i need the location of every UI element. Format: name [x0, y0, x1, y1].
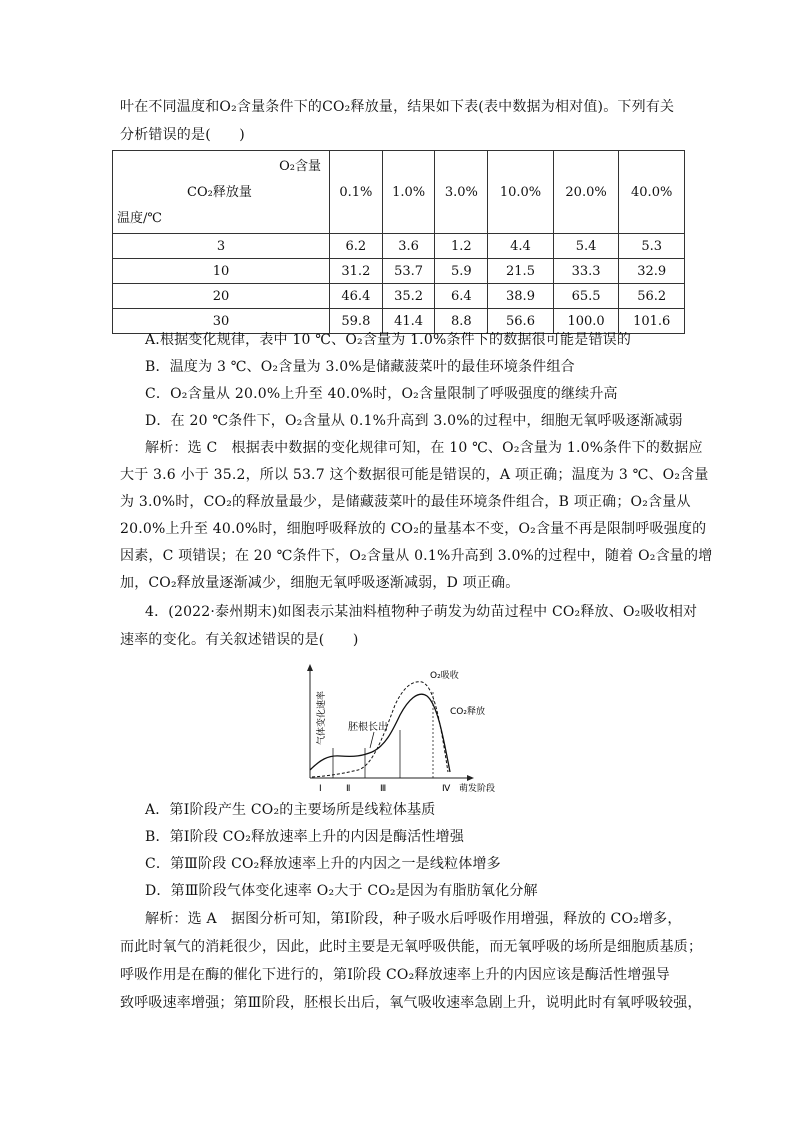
q4-analysis-line: 而此时氧气的消耗很少，因此，此时主要是无氧呼吸供能，而无氧呼吸的场所是细胞质基质； — [120, 939, 703, 955]
cell: 3.6 — [382, 234, 435, 259]
q3-analysis-line: 为 3.0%时，CO₂的释放量最少，是储藏菠菜叶的最佳环境条件组合，B 项正确；O₂含量从 — [120, 494, 691, 510]
cell: 31.2 — [330, 259, 383, 284]
stage-label: Ⅳ — [442, 784, 451, 794]
germination-figure — [300, 660, 510, 795]
stage-label: Ⅲ — [380, 784, 387, 794]
q3-option-a: A.根据变化规律，表中 10 ℃、O₂含量为 1.0%条件下的数据很可能是错误的 — [145, 332, 632, 348]
q3-analysis-line: 加，CO₂释放量逐渐减少，细胞无氧呼吸逐渐减弱，D 项正确。 — [120, 575, 520, 591]
row-temp: 20 — [113, 284, 330, 309]
table-row — [113, 284, 685, 309]
o2-label: O₂吸收 — [430, 671, 459, 681]
q3-option-c: C．O₂含量从 20.0%上升至 40.0%时，O₂含量限制了呼吸强度的继续升高 — [145, 386, 618, 402]
annotation-text: 胚根长出 — [348, 722, 388, 733]
q3-analysis-line: 20.0%上升至 40.0%时，细胞呼吸释放的 CO₂的量基本不变，O₂含量不再是限制呼吸强度的 — [120, 521, 707, 537]
cell: 53.7 — [382, 259, 435, 284]
cell: 46.4 — [330, 284, 383, 309]
q4-option-a: A．第Ⅰ阶段产生 CO₂的主要场所是线粒体基质 — [145, 802, 436, 818]
cell: 35.2 — [382, 284, 435, 309]
header-temp: 温度/℃ — [117, 211, 162, 226]
q4-option-d: D．第Ⅲ阶段气体变化速率 O₂大于 CO₂是因为有脂肪氧化分解 — [145, 883, 538, 899]
intro-line-2: 分析错误的是( ) — [120, 127, 245, 143]
cell: 56.6 — [488, 309, 554, 334]
cell: 33.3 — [553, 259, 619, 284]
cell: 65.5 — [553, 284, 619, 309]
table-row — [113, 234, 685, 259]
cell: 38.9 — [488, 284, 554, 309]
stage-label: Ⅱ — [346, 784, 351, 794]
q3-analysis-line: 大于 3.6 小于 35.2，所以 53.7 这个数据很可能是错误的，A 项正确；温度为 3 ℃、O₂含量 — [120, 467, 709, 483]
row-temp: 3 — [113, 234, 330, 259]
co2-release-curve — [310, 694, 450, 772]
q3-option-d: D．在 20 ℃条件下，O₂含量从 0.1%升高到 3.0%的过程中，细胞无氧呼吸逐渐减弱 — [145, 413, 683, 429]
table-row — [113, 259, 685, 284]
table-header-row — [113, 151, 685, 234]
col-header: 10.0% — [488, 151, 554, 234]
cell: 5.9 — [435, 259, 488, 284]
data-table — [112, 150, 685, 334]
q4-analysis-line: 致呼吸速率增强；第Ⅲ阶段，胚根长出后，氧气吸收速率急剧上升，说明此时有氧呼吸较强， — [120, 995, 702, 1011]
y-axis-label: 气体变化速率 — [317, 690, 327, 746]
cell: 5.4 — [553, 234, 619, 259]
cell: 56.2 — [619, 284, 685, 309]
q4-option-b: B．第Ⅰ阶段 CO₂释放速率上升的内因是酶活性增强 — [145, 829, 465, 845]
diagonal-header-cell — [113, 151, 330, 234]
cell: 5.3 — [619, 234, 685, 259]
q4-stem-line-1: 4．(2022·泰州期末)如图表示某油料植物种子萌发为幼苗过程中 CO₂释放、O₂吸收相对 — [145, 604, 698, 620]
y-axis-arrow — [307, 664, 313, 671]
cell: 101.6 — [619, 309, 685, 334]
cell: 32.9 — [619, 259, 685, 284]
stage-label: Ⅰ — [319, 784, 322, 794]
q3-analysis-line: 因素，C 项错误；在 20 ℃条件下，O₂含量从 0.1%升高到 3.0%的过程中，随着 O₂含量的增 — [120, 548, 713, 564]
cell: 4.4 — [488, 234, 554, 259]
cell: 8.8 — [435, 309, 488, 334]
intro-line-1: 叶在不同温度和O₂含量条件下的CO₂释放量，结果如下表(表中数据为相对值)。下列有关 — [120, 99, 675, 115]
q4-analysis-line: 解析：选 A 据图分析可知，第Ⅰ阶段，种子吸水后呼吸作用增强，释放的 CO₂增多， — [145, 911, 682, 927]
q3-analysis-line: 解析：选 C 根据表中数据的变化规律可知，在 10 ℃、O₂含量为 1.0%条件下的数据应 — [145, 440, 703, 456]
cell: 100.0 — [553, 309, 619, 334]
cell: 6.4 — [435, 284, 488, 309]
col-header: 40.0% — [619, 151, 685, 234]
col-header: 3.0% — [435, 151, 488, 234]
cell: 21.5 — [488, 259, 554, 284]
row-temp: 30 — [113, 309, 330, 334]
col-header: 20.0% — [553, 151, 619, 234]
q4-stem-line-2: 速率的变化。有关叙述错误的是( ) — [120, 632, 359, 648]
cell: 6.2 — [330, 234, 383, 259]
header-co2: CO₂释放量 — [187, 185, 252, 200]
col-header: 0.1% — [330, 151, 383, 234]
q4-analysis-line: 呼吸作用是在酶的催化下进行的，第Ⅰ阶段 CO₂释放速率上升的内因应该是酶活性增强导 — [120, 967, 670, 983]
cell: 41.4 — [382, 309, 435, 334]
x-axis-label: 萌发阶段 — [459, 784, 496, 794]
col-header: 1.0% — [382, 151, 435, 234]
header-o2: O₂含量 — [279, 159, 321, 174]
cell: 1.2 — [435, 234, 488, 259]
q4-option-c: C．第Ⅲ阶段 CO₂释放速率上升的内因之一是线粒体增多 — [145, 856, 501, 872]
x-axis-arrow — [467, 775, 474, 781]
cell: 59.8 — [330, 309, 383, 334]
co2-label: CO₂释放 — [450, 707, 485, 717]
annotation-arrow — [370, 732, 374, 748]
q3-option-b: B．温度为 3 ℃、O₂含量为 3.0%是储藏菠菜叶的最佳环境条件组合 — [145, 359, 575, 375]
row-temp: 10 — [113, 259, 330, 284]
